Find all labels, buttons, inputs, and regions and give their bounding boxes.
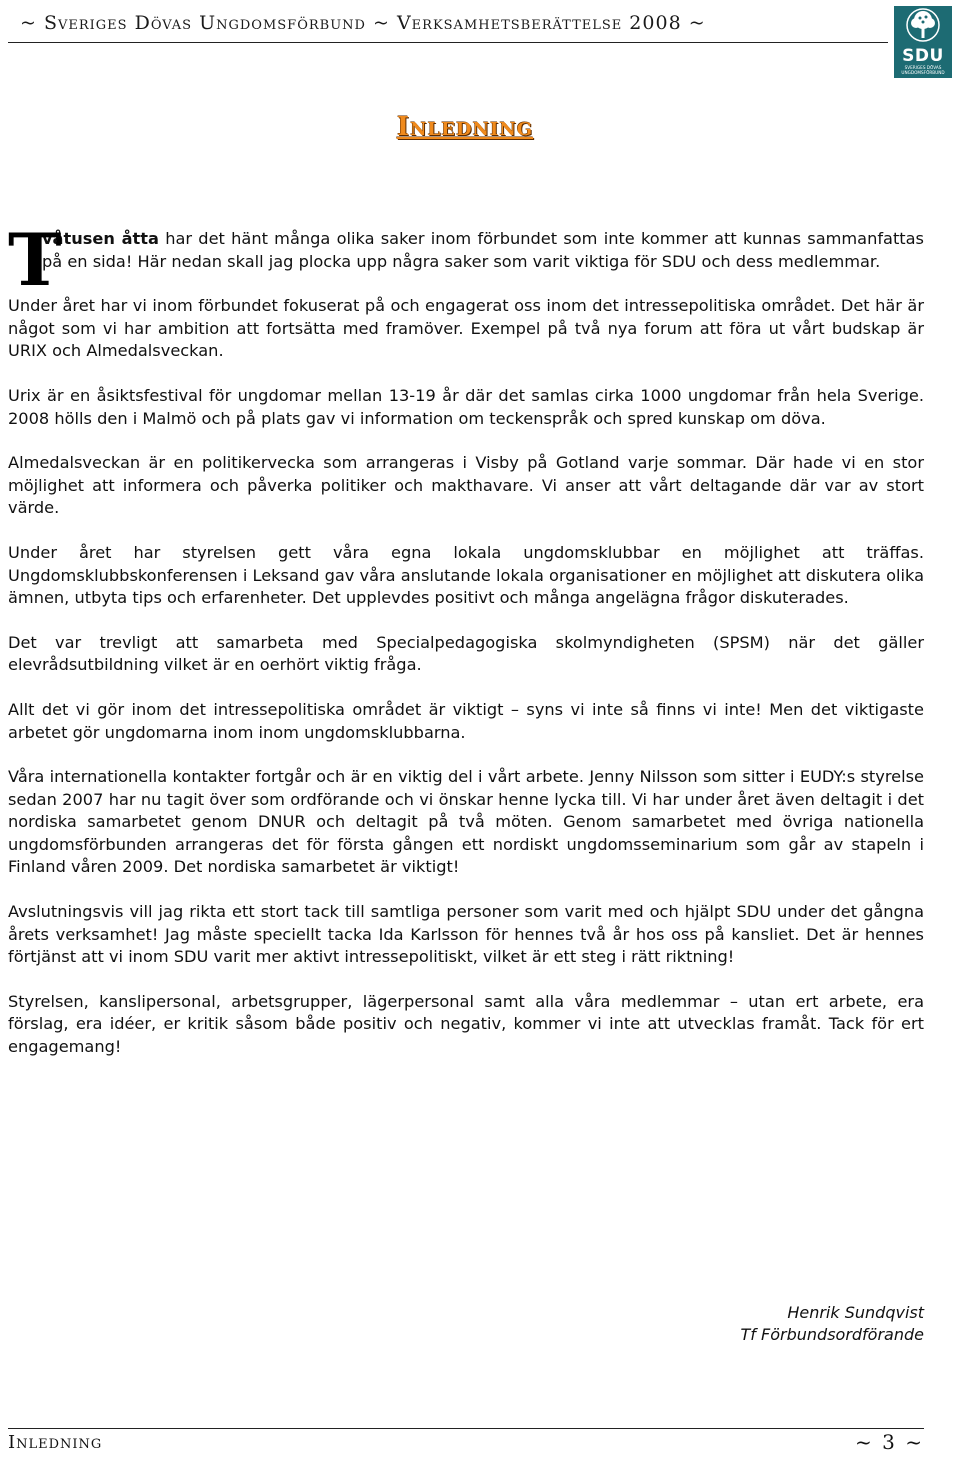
paragraph: Urix är en åsiktsfestival för ungdomar mellan 13-19 år där det samlas cirka 1000 ungdomar från hela Sverige. 2008 hölls den i Malmö och på plats gav vi information om teckenspråk och spred kunskap om döva. (8, 385, 924, 428)
logo-text: SDU (902, 46, 944, 66)
signature-role: Tf Förbundsordförande (740, 1325, 924, 1344)
header-title: ~ Sveriges Dövas Ungdomsförbund ~ Verksamhetsberättelse 2008 ~ (20, 12, 706, 34)
signature-block (741, 1302, 924, 1346)
drop-cap: T (8, 217, 62, 302)
header-divider (8, 42, 888, 43)
paragraph: Våra internationella kontakter fortgår och är en viktig del i vårt arbete. Jenny Nilsson som sitter i EUDY:s styrelse sedan 2007 har nu tagit över som ordförande och vi önskar henne lycka till. Vi har under året även deltagit i det nordiska samarbetet genom DNUR och deltagit på två möten. Genom samarbetet med övriga nationella ungdomsförbunden arrangeras det för första gången ett nordiskt ungdomsseminarium som går av stapeln i Finland våren 2009. Det nordiska samarbetet är viktigt! (8, 767, 924, 877)
page-header (0, 0, 960, 90)
paragraph: Under året har vi inom förbundet fokuserat på och engagerat oss inom det intressepolitiska området. Det här är något som vi har ambition att fortsätta med framöver. Exempel på två nya forum att föra ut vårt budskap är URIX och Almedalsveckan. (8, 296, 924, 361)
paragraph: Under året har styrelsen gett våra egna lokala ungdomsklubbar en möjlighet att träffas. Ungdomsklubbskonferensen i Leksand gav våra anslutande lokala organisationer en möjlighet att diskutera olika ämnen, utbyta tips och erfarenheter. Det upplevdes positivt och många angelägna frågor diskuterades. (8, 542, 924, 608)
paragraph: Avslutningsvis vill jag rikta ett stort tack till samtliga personer som varit med och hjälpt SDU under det gångna årets verksamhet! Jag måste speciellt tacka Ida Karlsson för hennes två år hos oss på kansliet. Det är hennes förtjänst att vi inom SDU varit mer aktivt intressepolitiskt, vilket är ett steg i rätt riktning! (8, 902, 924, 967)
body-text (8, 217, 924, 1081)
paragraph: Styrelsen, kanslipersonal, arbetsgrupper, lägerpersonal samt alla våra medlemmar – utan ert arbete, era förslag, era idéer, er kritik såsom både positiv och negativ, kommer vi inte att utvecklas framåt. Tack för ert engagemang! (8, 991, 924, 1057)
page-number: ~ 3 ~ (855, 1430, 924, 1454)
signature-name: Henrik Sundqvist (787, 1303, 924, 1322)
paragraph: Allt det vi gör inom det intressepolitiska området är viktigt – syns vi inte så finns vi inte! Men det viktigaste arbetet gör ungdomarna inom inom ungdomsklubbarna. (8, 699, 924, 742)
intro-paragraph (8, 217, 924, 302)
intro-text: har det hänt många olika saker inom förbundet som inte kommer att kunnas sammanfattas på en sida! Här nedan skall jag plocka upp några saker som varit viktiga för SDU och dess medlemmar. (42, 229, 924, 271)
logo-subtext: SVERIGES DÖVAS UNGDOMSFÖRBUND (901, 65, 945, 75)
footer-section-name: Inledning (8, 1432, 103, 1453)
sdu-logo (894, 6, 952, 78)
paragraph: Almedalsveckan är en politikervecka som arrangeras i Visby på Gotland varje sommar. Där hade vi en stor möjlighet att informera och påverka politiker och makthavare. Vi anser att vårt deltagande där var av stort värde. (8, 453, 924, 518)
footer-divider (8, 1428, 924, 1429)
intro-lead-words: våtusen åtta (42, 229, 159, 248)
section-heading: Inledning (396, 112, 534, 142)
tree-icon (894, 6, 952, 46)
paragraph: Det var trevligt att samarbeta med Specialpedagogiska skolmyndigheten (SPSM) när det gäller elevrådsutbildning vilket är en oerhört viktig fråga. (8, 632, 924, 675)
